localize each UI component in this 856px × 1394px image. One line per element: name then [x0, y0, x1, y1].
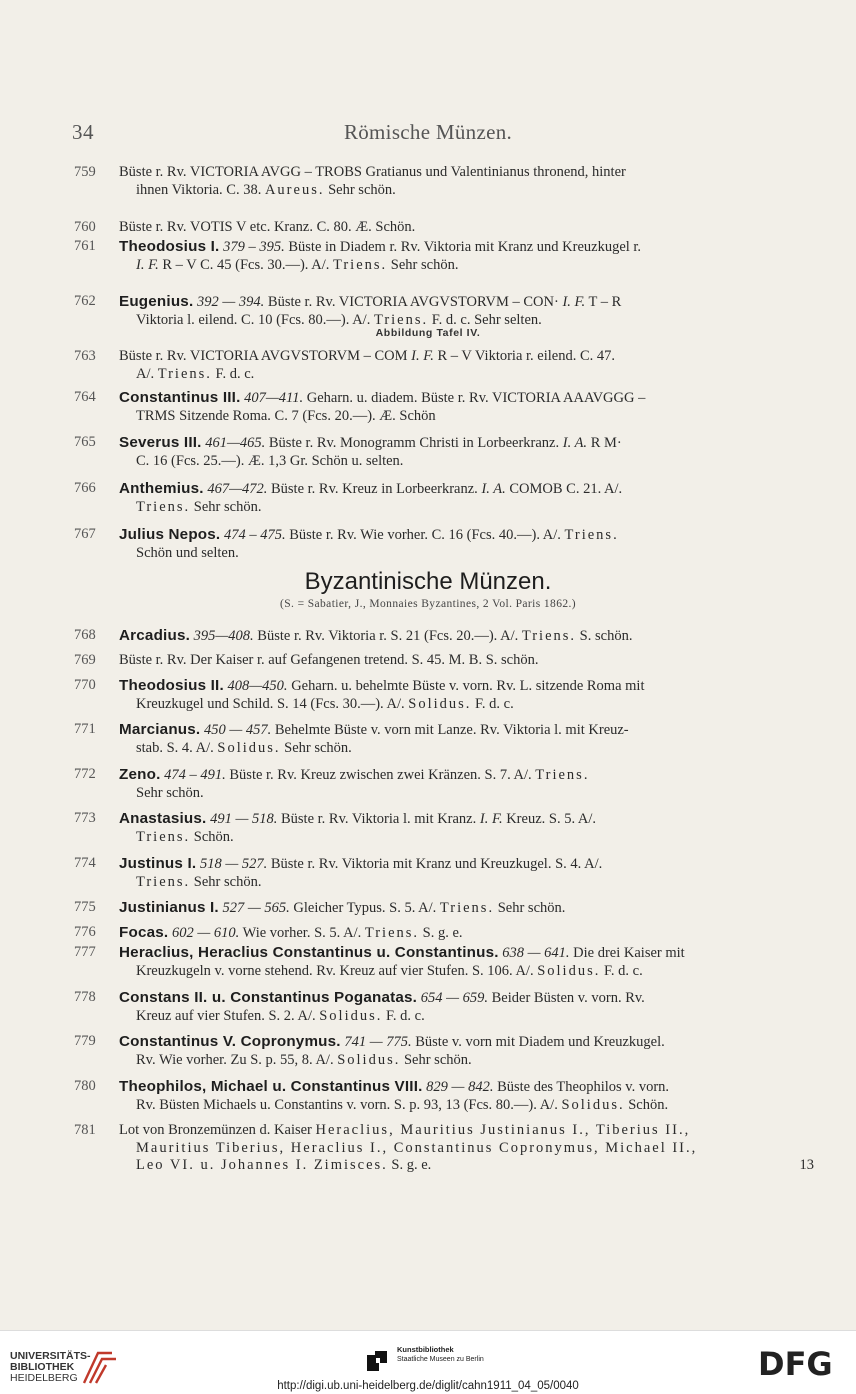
catalog-entry [74, 989, 814, 1025]
catalog-entry [74, 855, 814, 891]
entry-text: F. d. c. [600, 962, 643, 979]
catalog-entry [74, 627, 814, 646]
entry-continuation [119, 182, 814, 200]
entry-line [119, 1079, 669, 1095]
entry-line [119, 390, 645, 406]
entry-body [119, 989, 814, 1025]
entry-body [119, 526, 814, 562]
denomination: Heraclius, Mauritius Justinianus I., Tiberius II., [315, 1122, 691, 1138]
kb-line2: Staatliche Museen zu Berlin [397, 1356, 484, 1363]
entry-body [119, 293, 814, 329]
ruler-name: Constans II. u. Constantinus Poganatas. [119, 989, 418, 1006]
entry-number: 779 [74, 1033, 96, 1049]
ruler-name: Severus III. [119, 434, 202, 451]
entry-text: Schön. [624, 1096, 669, 1113]
catalog-entry [74, 480, 814, 516]
ub-line3: HEIDELBERG [10, 1372, 78, 1384]
entry-continuation [119, 545, 814, 563]
page-number: 34 [72, 120, 94, 144]
entry-text: Büste r. Rv. Monogramm Christi in Lorbeerkranz. [265, 435, 563, 451]
denomination: Triens. [521, 628, 577, 644]
catalog-entry [74, 1078, 814, 1114]
entry-number: 765 [74, 434, 96, 450]
entry-number: 770 [74, 677, 96, 693]
entry-line [119, 294, 621, 310]
entry-continuation [119, 829, 814, 847]
date-range: 392 — 394. [197, 294, 265, 310]
entry-text: F. d. c. [211, 365, 255, 382]
entry-body [119, 219, 814, 237]
entry-number: 769 [74, 652, 96, 668]
entry-number: 777 [74, 944, 96, 960]
ruler-name: Marcianus. [119, 721, 201, 738]
kb-line1: Kunstbibliothek [397, 1345, 454, 1354]
page-header [0, 120, 856, 150]
ruler-name: Heraclius, Heraclius Constantinus u. Constantinus. [119, 944, 499, 961]
entry-line [119, 678, 644, 694]
entry-text: Kreuzkugeln v. vorne stehend. Rv. Kreuz auf vier Stufen. S. 106. A/. [136, 962, 538, 979]
entry-text: Rv. Wie vorher. Zu S. p. 55, 8. A/. [136, 1051, 338, 1068]
date-range: I. A. [481, 481, 506, 497]
ub-line2: BIBLIOTHEK [10, 1361, 75, 1373]
page-title: Römische Münzen. [343, 120, 513, 144]
entry-body [119, 238, 814, 274]
ruler-name: Justinianus I. [119, 899, 219, 916]
entry-text: Büste r. Rv. Der Kaiser r. auf Gefangenen tretend. S. 45. M. B. S. schön. [119, 652, 539, 668]
entry-text: Kreuzkugel und Schild. S. 14 (Fcs. 30.—). A/. [136, 695, 409, 712]
entry-text: Die drei Kaiser mit [569, 945, 685, 961]
entry-text: Büste r. Rv. VICTORIA AVGVSTORVM – COM [119, 348, 412, 364]
entry-text: Sehr schön. [190, 873, 262, 890]
entry-continuation [119, 499, 814, 517]
entry-line [119, 811, 596, 827]
catalog-entry [74, 677, 814, 713]
entry-text: Schön und selten. [136, 544, 239, 561]
denomination: Solidus. [408, 695, 472, 712]
entry-line [119, 900, 565, 916]
section-title: Byzantinische Münzen. [304, 568, 552, 595]
entry-line [119, 164, 626, 180]
entry-number: 772 [74, 766, 96, 782]
entry-text: Behelmte Büste v. vorn mit Lanze. Rv. Viktoria l. mit Kreuz- [271, 722, 629, 738]
entry-line [119, 481, 622, 497]
entry-text: Viktoria l. eilend. C. 10 (Fcs. 80.—). A/. [136, 311, 374, 328]
entry-body [119, 389, 814, 425]
kunstbibliothek-text [397, 1345, 484, 1364]
denomination: Triens. [333, 256, 388, 273]
entry-body [119, 627, 814, 646]
entry-continuation [119, 1008, 814, 1026]
entry-continuation [119, 696, 814, 714]
entry-text: Büste r. Rv. Viktoria mit Kranz und Kreuzkugel. S. 4. A/. [267, 856, 603, 872]
catalog-entry [74, 1122, 814, 1175]
denomination: Triens. [136, 498, 191, 515]
entry-text: Sehr schön. [387, 256, 459, 273]
kunstbibliothek-logo-icon [365, 1349, 389, 1373]
entry-text: Büste r. Rv. Wie vorher. C. 16 (Fcs. 40.—). A/. [285, 527, 565, 543]
entry-number: 776 [74, 924, 96, 940]
entry-body [119, 348, 814, 383]
denomination: Solidus. [337, 1051, 401, 1068]
entry-text: stab. S. 4. A/. [136, 739, 218, 756]
entry-continuation [119, 740, 814, 758]
entry-continuation [119, 257, 814, 275]
denomination: Triens. [364, 925, 420, 941]
entry-number: 760 [74, 219, 96, 235]
denomination: Leo VI. u. Johannes I. Zimisces. [136, 1157, 388, 1174]
entry-line [119, 652, 538, 668]
entry-number: 778 [74, 989, 96, 1005]
entry-text: Sehr schön. [280, 739, 352, 756]
entry-text: Rv. Büsten Michaels u. Constantins v. vorn. S. p. 93, 13 (Fcs. 80.—). A/. [136, 1096, 562, 1113]
entry-text: Sehr schön. [400, 1051, 472, 1068]
entry-body [119, 677, 814, 713]
date-range: 467—472. [207, 481, 268, 497]
date-range: I. F. [562, 294, 586, 310]
entry-continuation [119, 453, 814, 471]
ruler-name: Arcadius. [119, 627, 191, 644]
entry-body [119, 721, 814, 757]
ruler-name: Theophilos, Michael u. Constantinus VIII. [119, 1078, 423, 1095]
date-range: 491 — 518. [210, 811, 278, 827]
denomination: Solidus. [561, 1096, 625, 1113]
entry-body [119, 1122, 814, 1175]
ub-logo-icon [78, 1345, 120, 1385]
entry-line [119, 348, 615, 364]
entry-text: COMOB C. 21. A/. [505, 481, 623, 497]
entry-body [119, 810, 814, 846]
date-range: 474 – 475. [223, 527, 286, 543]
catalog-entry [74, 238, 814, 274]
entry-line [119, 990, 645, 1006]
denomination: Triens. [136, 828, 191, 845]
entry-text: Büste in Diadem r. Rv. Viktoria mit Kranz und Kreuzkugel r. [284, 239, 642, 255]
entry-number: 764 [74, 389, 96, 405]
entry-text: Gleicher Typus. S. 5. A/. [289, 900, 440, 916]
entry-text: S. schön. [576, 628, 633, 644]
entry-continuation [119, 1157, 814, 1175]
ub-line1: UNIVERSITÄTS- [10, 1350, 91, 1362]
entry-text: Sehr schön. [324, 181, 396, 198]
entry-continuation [119, 1052, 814, 1070]
catalog-entry [74, 810, 814, 846]
date-range: 638 — 641. [502, 945, 570, 961]
entry-line [119, 945, 685, 961]
entry-text: R – V Viktoria r. eilend. C. 47. [433, 348, 616, 364]
entry-line [119, 527, 619, 543]
entry-line [119, 856, 602, 872]
entry-continuation [119, 785, 814, 803]
ruler-name: Theodosius II. [119, 677, 224, 694]
lot-count: 13 [799, 1157, 814, 1174]
entry-text: C. 16 (Fcs. 25.—). Æ. 1,3 Gr. Schön u. selten. [136, 452, 404, 469]
catalog-entry [74, 721, 814, 757]
entry-text: Lot von Bronzemünzen d. Kaiser [119, 1122, 316, 1138]
catalog-entry [74, 944, 814, 980]
date-range: 379 – 395. [223, 239, 285, 255]
catalog-entry [74, 924, 814, 943]
entry-continuation [119, 1140, 814, 1158]
entry-body [119, 924, 814, 943]
entry-text: Sehr schön. [190, 498, 262, 515]
ruler-name: Focas. [119, 924, 169, 941]
entry-number: 773 [74, 810, 96, 826]
catalog-entry [74, 652, 814, 670]
denomination: Triens. [136, 873, 191, 890]
plate-reference: Abbildung Tafel IV. [375, 327, 481, 339]
catalog-entry [74, 219, 814, 237]
denomination: Solidus. [217, 739, 281, 756]
entry-continuation [119, 874, 814, 892]
entry-text: Büste r. Rv. VOTIS V etc. Kranz. C. 80. Æ. Schön. [119, 219, 416, 235]
entry-line [119, 925, 463, 941]
date-range: 474 – 491. [164, 767, 226, 783]
entry-body [119, 164, 814, 199]
entry-text: TRMS Sitzende Roma. C. 7 (Fcs. 20.—). Æ. Schön [136, 407, 436, 424]
entry-text: Büste r. Rv. Kreuz zwischen zwei Kränzen. S. 7. A/. [225, 767, 536, 783]
ruler-name: Justinus I. [119, 855, 197, 872]
catalog-entry [74, 348, 814, 383]
entry-continuation [119, 408, 814, 426]
section-note: (S. = Sabatier, J., Monnaies Byzantines, 2 Vol. Paris 1862.) [280, 598, 576, 610]
entry-number: 761 [74, 238, 96, 254]
entry-body [119, 1078, 814, 1114]
denomination: Triens. [564, 527, 619, 543]
entry-text: F. d. c. [471, 695, 514, 712]
entry-text: Sehr schön. [494, 900, 566, 916]
date-range: 408—450. [227, 678, 288, 694]
date-range: 527 — 565. [222, 900, 290, 916]
catalog-entry [74, 1033, 814, 1069]
date-range: 461—465. [205, 435, 266, 451]
entry-text: Büste r. Rv. VICTORIA AVGG – TROBS Gratianus und Valentinianus thronend, hinter [119, 164, 626, 180]
entry-text: Büste v. vorn mit Diadem und Kreuzkugel. [411, 1034, 665, 1050]
dfg-logo-icon [758, 1345, 844, 1379]
ruler-name: Constantinus III. [119, 389, 241, 406]
denomination: Solidus. [537, 962, 601, 979]
date-range: 741 — 775. [344, 1034, 412, 1050]
entry-number: 780 [74, 1078, 96, 1094]
document-url[interactable]: http://digi.ub.uni-heidelberg.de/diglit/cahn1911_04_05/0040 [277, 1380, 579, 1392]
entry-continuation [119, 366, 814, 384]
denomination: Triens. [157, 365, 212, 382]
entry-text: Büste r. Rv. Viktoria r. S. 21 (Fcs. 20.—). A/. [253, 628, 522, 644]
catalog-entry [74, 766, 814, 802]
entry-body [119, 855, 814, 891]
entry-line [119, 767, 589, 783]
entry-number: 768 [74, 627, 96, 643]
date-range: I. A. [562, 435, 588, 451]
entry-text: ihnen Viktoria. C. 38. [136, 181, 265, 198]
catalog-entry [74, 389, 814, 425]
ruler-name: Eugenius. [119, 293, 194, 310]
entry-number: 775 [74, 899, 96, 915]
entry-continuation [119, 1097, 814, 1115]
denomination: Triens. [535, 767, 590, 783]
entry-body [119, 652, 814, 670]
ruler-name: Anastasius. [119, 810, 207, 827]
entry-text: F. d. c. Sehr selten. [428, 311, 542, 328]
denomination: Solidus. [319, 1007, 383, 1024]
entry-text: F. d. c. [382, 1007, 425, 1024]
entry-text: S. g. e. [387, 1157, 432, 1174]
date-range: I. F. [411, 348, 434, 364]
date-range: 450 — 457. [203, 722, 272, 738]
entry-text: Kreuz auf vier Stufen. S. 2. A/. [136, 1007, 320, 1024]
entry-line [119, 628, 632, 644]
entry-text: T – R [585, 294, 622, 310]
entry-text: Kreuz. S. 5. A/. [502, 811, 597, 827]
date-range: 602 — 610. [171, 925, 240, 941]
entry-text: Schön. [190, 828, 234, 845]
entry-body [119, 434, 814, 470]
entry-body [119, 766, 814, 802]
ruler-name: Constantinus V. Copronymus. [119, 1033, 341, 1050]
entry-number: 763 [74, 348, 96, 364]
entry-body [119, 1033, 814, 1069]
ruler-name: Julius Nepos. [119, 526, 221, 543]
entry-text: Geharn. u. diadem. Büste r. Rv. VICTORIA AAAVGGG – [303, 390, 646, 406]
entry-text: R M· [587, 435, 622, 451]
entry-number: 762 [74, 293, 96, 309]
denomination: Aureus. [264, 181, 325, 198]
entry-text: Beider Büsten v. vorn. Rv. [488, 990, 645, 1006]
entry-body [119, 944, 814, 980]
catalog-entry [74, 293, 814, 329]
entry-body [119, 480, 814, 516]
entry-text: S. g. e. [419, 925, 463, 941]
dfg-text: DFG [758, 1345, 833, 1379]
catalog-entry [74, 899, 814, 918]
entry-text: Geharn. u. behelmte Büste v. vorn. Rv. L. sitzende Roma mit [287, 678, 645, 694]
catalog-entry [74, 434, 814, 470]
entry-line [119, 239, 641, 255]
denomination: Mauritius Tiberius, Heraclius I., Constantinus Copronymus, Michael II., [136, 1139, 698, 1156]
entry-continuation [119, 963, 814, 981]
catalog-entry [74, 164, 814, 199]
entry-text: Sehr schön. [136, 784, 204, 801]
date-range: 395—408. [193, 628, 254, 644]
entry-text: Büste r. Rv. Viktoria l. mit Kranz. [277, 811, 480, 827]
entry-number: 767 [74, 526, 96, 542]
entry-number: 774 [74, 855, 96, 871]
entry-line [119, 1034, 665, 1050]
date-range: 654 — 659. [420, 990, 488, 1006]
entry-text: Büste des Theophilos v. vorn. [493, 1079, 670, 1095]
footer-bar [0, 1330, 856, 1394]
entry-line [119, 435, 622, 451]
date-range: I. F. [136, 256, 159, 273]
ruler-name: Zeno. [119, 766, 161, 783]
entry-body [119, 899, 814, 918]
date-range: 407—411. [244, 390, 304, 406]
entry-text: Büste r. Rv. VICTORIA AVGVSTORVM – CON· [264, 294, 563, 310]
entry-text: A/. [136, 365, 158, 382]
entry-line [119, 722, 629, 738]
ruler-name: Theodosius I. [119, 238, 220, 255]
entry-number: 781 [74, 1122, 96, 1138]
ruler-name: Anthemius. [119, 480, 204, 497]
entry-text: Büste r. Rv. Kreuz in Lorbeerkranz. [267, 481, 482, 497]
catalog-entry [74, 526, 814, 562]
entry-number: 771 [74, 721, 96, 737]
entry-line [119, 219, 415, 235]
entry-number: 759 [74, 164, 96, 180]
denomination: Triens. [373, 311, 429, 328]
date-range: I. F. [479, 811, 503, 827]
entry-line [119, 1122, 690, 1138]
entry-number: 766 [74, 480, 96, 496]
entry-text: R – V C. 45 (Fcs. 30.—). A/. [158, 256, 333, 273]
entry-text: Wie vorher. S. 5. A/. [239, 925, 365, 941]
date-range: 518 — 527. [199, 856, 268, 872]
denomination: Triens. [439, 900, 495, 916]
date-range: 829 — 842. [426, 1079, 494, 1095]
